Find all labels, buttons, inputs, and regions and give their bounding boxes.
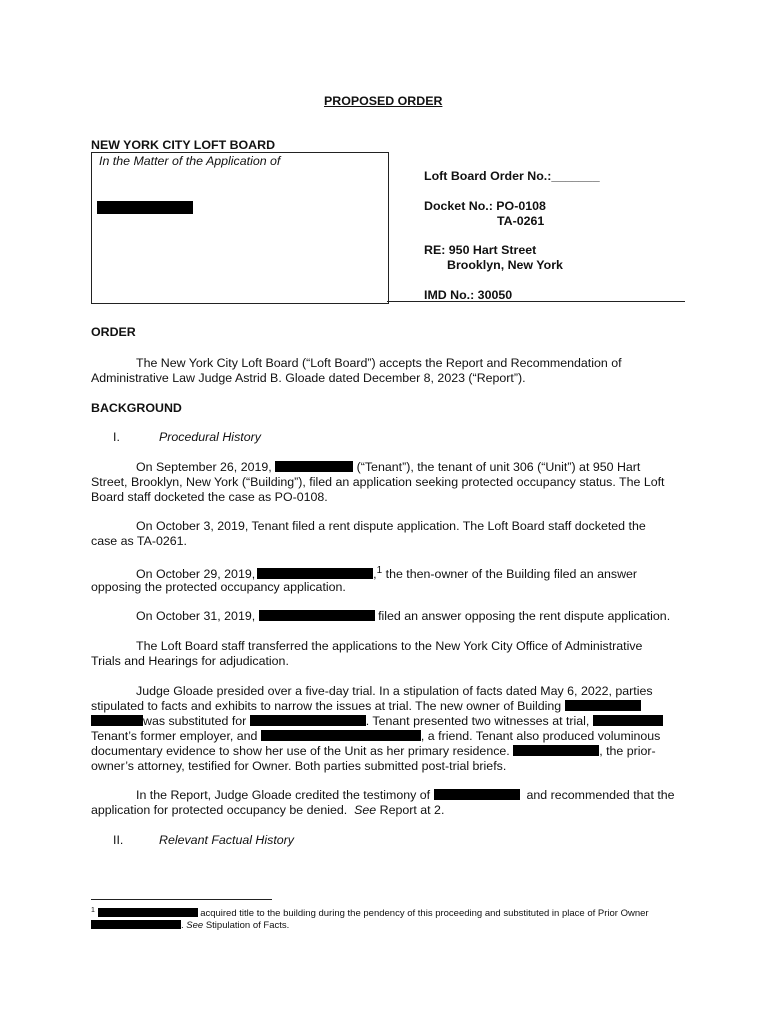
paragraph-1-line-1: On September 26, 2019, (“Tenant”), the tenant of unit 306 (“Unit”) at 950 Hart — [136, 460, 641, 474]
section-1-title: Procedural History — [159, 430, 261, 444]
redacted-tenant-name — [275, 461, 353, 472]
redacted-footnote-prior-owner — [91, 920, 181, 929]
footnote-line-2: . See Stipulation of Facts. — [91, 920, 289, 931]
document-title: PROPOSED ORDER — [324, 94, 443, 108]
redacted-attorney — [513, 745, 599, 756]
paragraph-7-line-2: application for protected occupancy be denied. See Report at 2. — [91, 803, 445, 817]
footnote-line-1: $^1$ acquired title to the building during the pendency of this proceeding and substituted in place of Prior Owner — [91, 907, 649, 920]
re-city: Brooklyn, New York — [447, 258, 563, 272]
paragraph-2-line-1: On October 3, 2019, Tenant filed a rent dispute application. The Loft Board staff docketed the — [136, 519, 646, 533]
paragraph-7-line-1: In the Report, Judge Gloade credited the testimony of and recommended that the — [136, 788, 675, 802]
background-heading: BACKGROUND — [91, 401, 182, 415]
imd-number: IMD No.: 30050 — [424, 288, 513, 302]
redacted-owner — [259, 610, 375, 621]
docket-number-second: TA-0261 — [497, 214, 545, 228]
paragraph-3-line-1: On October 29, 2019, ,$^1$ the then-owner of the Building filed an answer — [136, 565, 638, 582]
redacted-applicant — [97, 201, 193, 214]
redacted-witness-1 — [593, 715, 663, 726]
paragraph-2-line-2: case as TA-0261. — [91, 534, 187, 548]
agency-name: NEW YORK CITY LOFT BOARD — [91, 138, 276, 152]
paragraph-6-line-3: was substituted for . Tenant presented two witnesses at trial, — [91, 714, 663, 728]
footnote-rule — [91, 899, 272, 900]
redacted-new-owner-cont — [91, 715, 143, 726]
paragraph-3-line-2: opposing the protected occupancy application. — [91, 580, 346, 594]
paragraph-6-line-2: stipulated to facts and exhibits to narrow the issues at trial. The new owner of Building — [91, 699, 641, 713]
redacted-new-owner — [565, 700, 641, 711]
redacted-footnote-owner — [98, 908, 198, 917]
section-2-title: Relevant Factual History — [159, 833, 294, 847]
order-heading: ORDER — [91, 325, 136, 339]
redacted-credited-witness — [434, 789, 520, 800]
paragraph-5-line-1: The Loft Board staff transferred the applications to the New York City Office of Administrative — [136, 639, 643, 653]
paragraph-6-line-1: Judge Gloade presided over a five-day trial. In a stipulation of facts dated May 6, 2022, parties — [136, 684, 653, 698]
paragraph-5-line-2: Trials and Hearings for adjudication. — [91, 654, 289, 668]
paragraph-1-line-3: Board staff docketed the case as PO-0108. — [91, 490, 328, 504]
paragraph-4-line-1: On October 31, 2019, filed an answer opposing the rent dispute application. — [136, 609, 671, 623]
redacted-prior-owner — [257, 568, 373, 579]
order-text-line-1: The New York City Loft Board (“Loft Board”) accepts the Report and Recommendation of — [136, 356, 622, 370]
caption-box — [91, 152, 389, 304]
paragraph-6-line-4: Tenant’s former employer, and , a friend. Tenant also produced voluminous — [91, 729, 661, 743]
docket-number: Docket No.: PO-0108 — [424, 199, 546, 213]
section-2-number: II. — [113, 833, 124, 847]
matter-label: In the Matter of the Application of — [99, 154, 281, 168]
redacted-prior-owner-2 — [250, 715, 366, 726]
paragraph-1-line-2: Street, Brooklyn, New York (“Building”), filed an application seeking protected occupancy status. The Loft — [91, 475, 665, 489]
paragraph-6-line-6: owner’s attorney, testified for Owner. Both parties submitted post-trial briefs. — [91, 759, 507, 773]
redacted-witness-2 — [261, 730, 421, 741]
paragraph-6-line-5: documentary evidence to show her use of the Unit as her primary residence. , the prior- — [91, 744, 656, 758]
order-text-line-2: Administrative Law Judge Astrid B. Gloade dated December 8, 2023 (“Report”). — [91, 371, 526, 385]
section-1-number: I. — [113, 430, 120, 444]
re-address: RE: 950 Hart Street — [424, 243, 537, 257]
order-number: Loft Board Order No.:_______ — [424, 169, 600, 183]
